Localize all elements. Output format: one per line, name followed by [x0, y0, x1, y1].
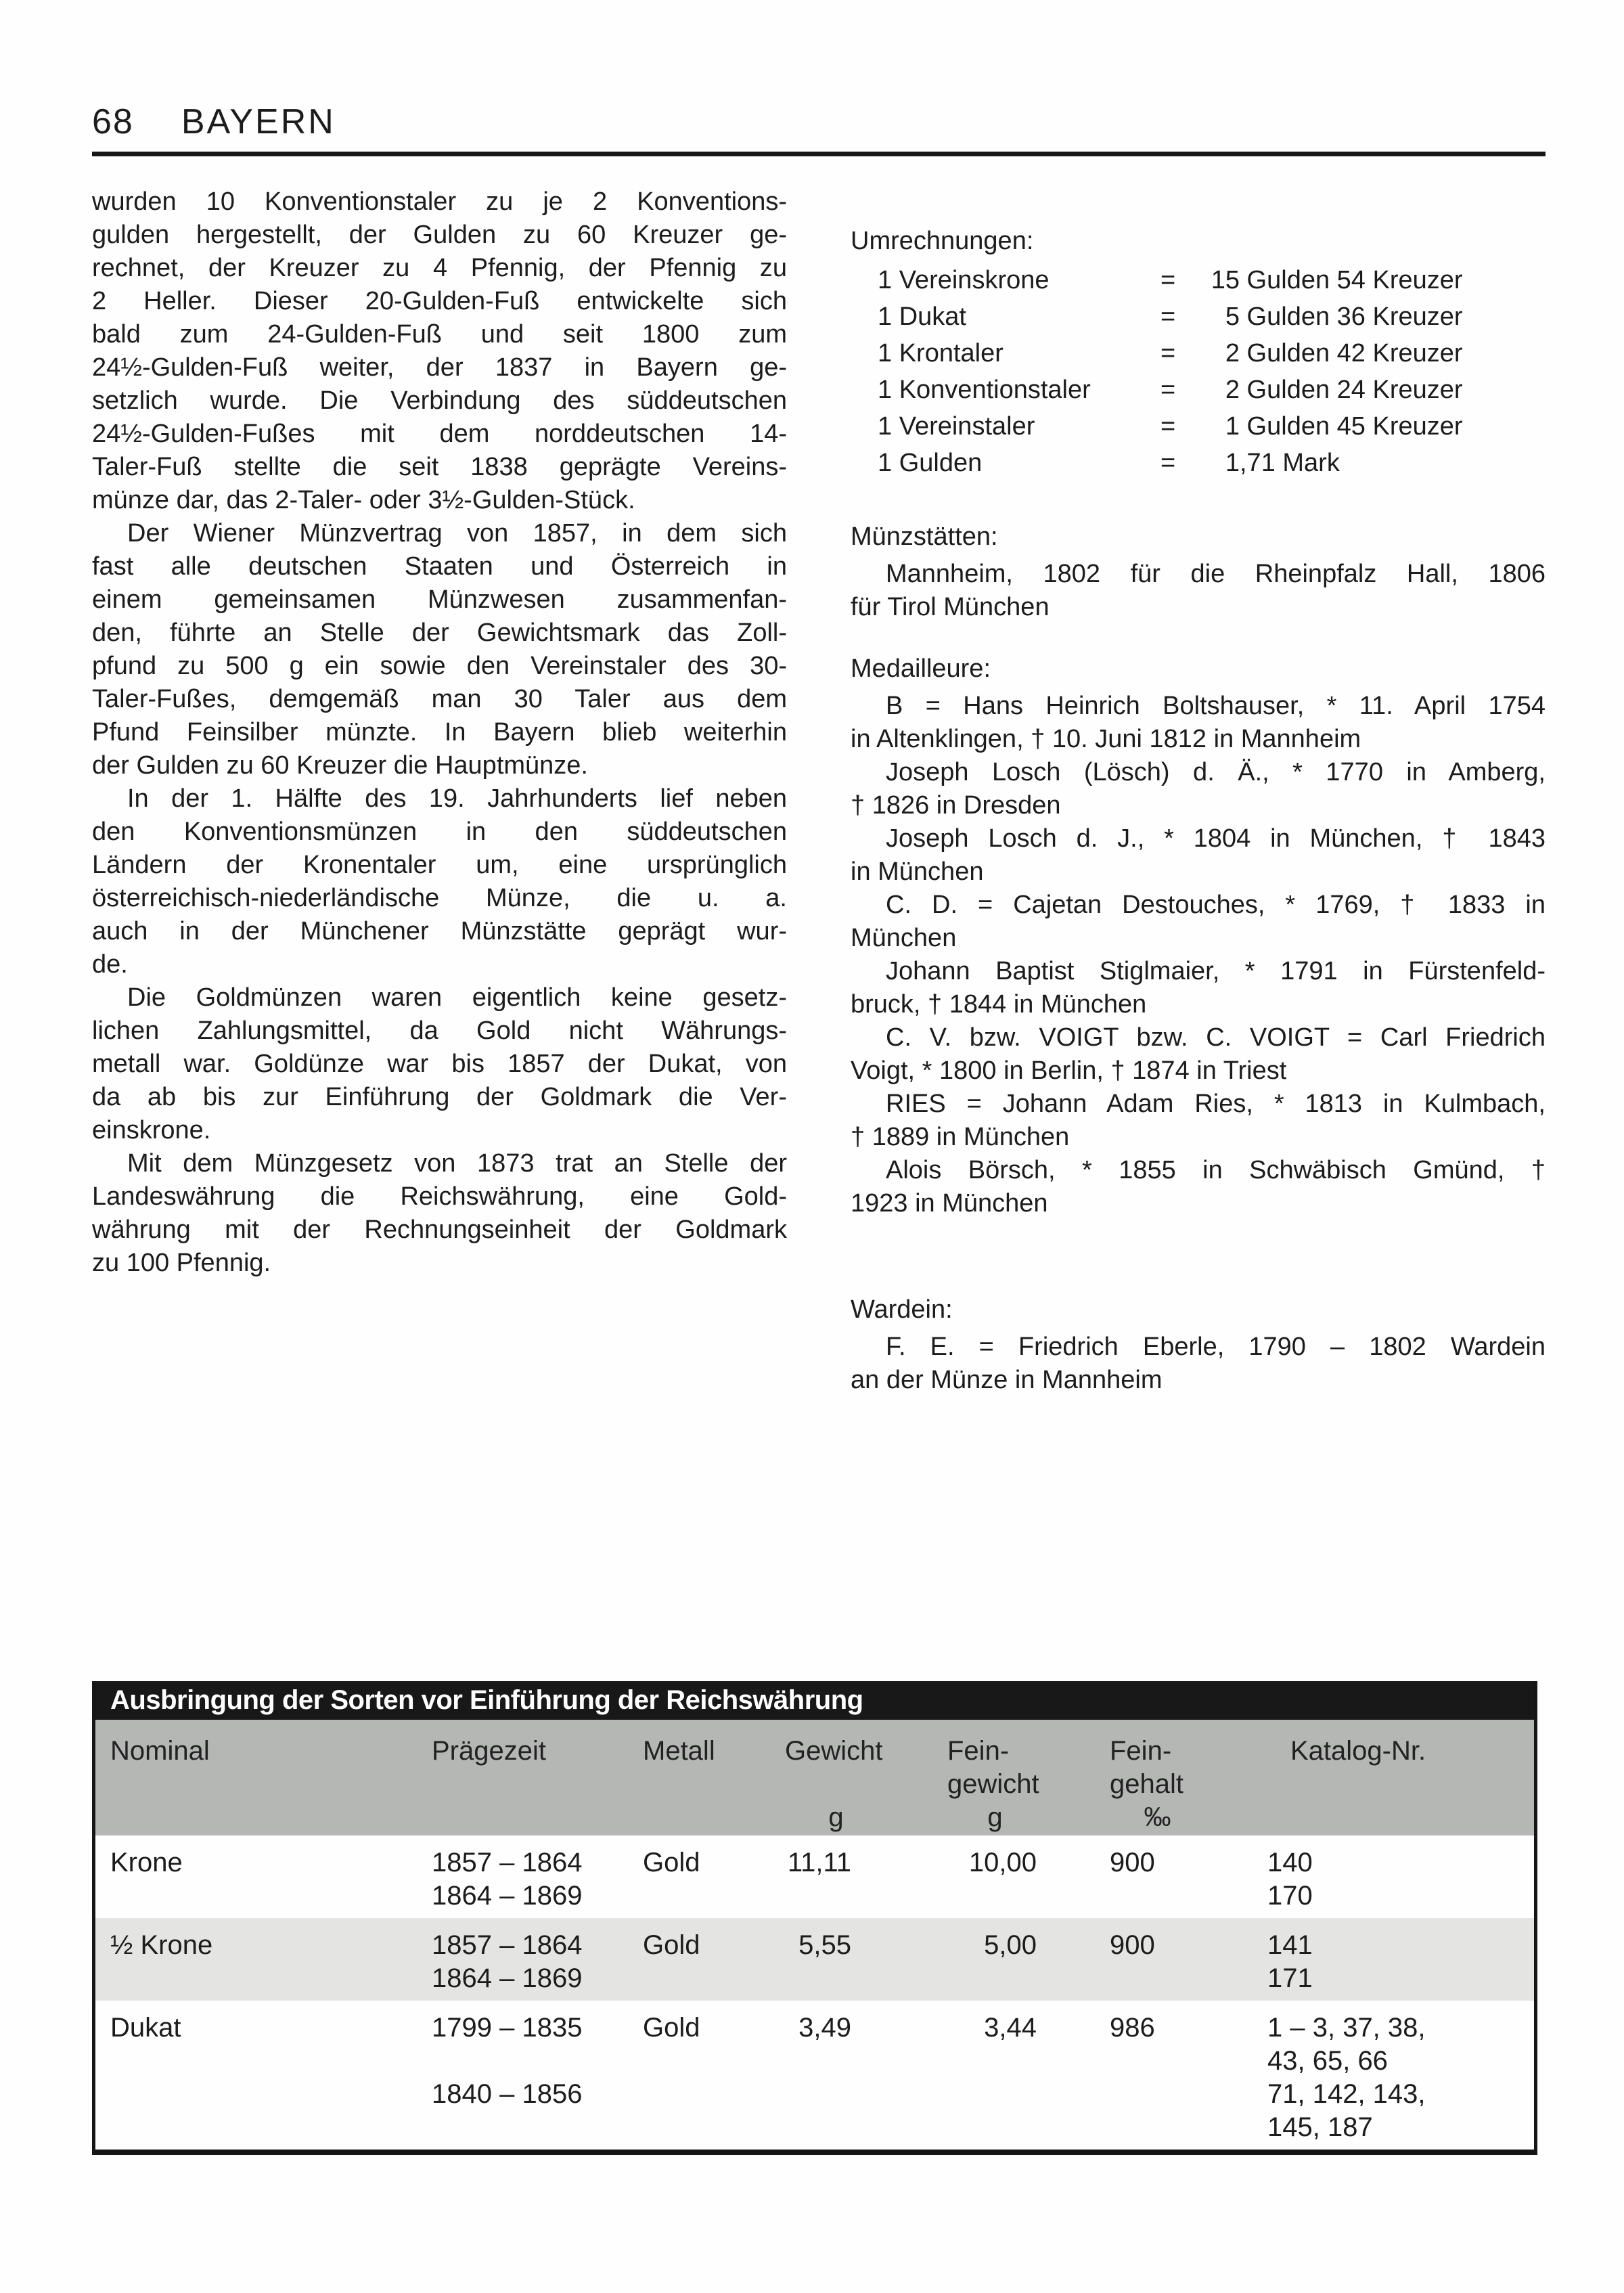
text-line: wurden 10 Konventionstaler zu je 2 Konventions-: [92, 187, 787, 216]
text-line: † 1826 in Dresden: [851, 791, 1061, 820]
table-cell-line: 141: [1267, 1930, 1313, 1960]
text-line: münze dar, das 2-Taler- oder 3½-Gulden-Stück.: [92, 486, 635, 514]
table-cell-line: 1 – 3, 37, 38,: [1267, 2013, 1426, 2043]
table-cell: [1043, 1846, 1205, 1913]
running-head: [92, 103, 1546, 156]
text-line: Alois Börsch, * 1855 in Schwäbisch Gmünd, †: [886, 1156, 1546, 1184]
text-line: Die Goldmünzen waren eigentlich keine gesetz-: [127, 983, 787, 1012]
table-cell: [623, 1929, 752, 1995]
text-line: Joseph Losch d. J., * 1804 in München, † 1843: [886, 824, 1546, 853]
table-cell-line: 43, 65, 66: [1267, 2046, 1388, 2076]
table-cell-line: gehalt: [1110, 1769, 1183, 1799]
table-cell-line: 900: [1110, 1848, 1155, 1877]
table-cell: [752, 2011, 887, 2144]
table-cell-line: Gold: [643, 1930, 700, 1960]
medalist-entry: [851, 1088, 1546, 1154]
table-cell: [623, 2011, 752, 2144]
text-line: in München: [851, 858, 984, 886]
text-line: B = Hans Heinrich Boltshauser, * 11. April 1754: [886, 692, 1546, 720]
conversion-rest: Gulden 24 Kreuzer: [1240, 376, 1463, 404]
conversion-amount: 1: [1225, 449, 1240, 477]
running-head-line: [92, 103, 1546, 141]
text-line: an der Münze in Mannheim: [851, 1366, 1163, 1394]
table-cell-line: 1864 – 1869: [432, 1881, 583, 1911]
conversion-rest: Gulden 36 Kreuzer: [1240, 303, 1463, 331]
table-cell: [887, 1846, 1043, 1913]
table-cell: [1043, 1929, 1205, 1995]
table-header-cell: [1205, 1735, 1527, 1834]
warden-text: [851, 1331, 1546, 1397]
conversion-label: 1 Gulden: [878, 449, 983, 477]
paragraph: [92, 782, 787, 981]
table-cell-line: 1840 – 1856: [432, 2079, 583, 2109]
table-cell-line: ½ Krone: [110, 1930, 213, 1960]
table-cell-line: 3,49: [798, 2013, 851, 2043]
text-line: zu 100 Pfennig.: [92, 1249, 271, 1277]
section-warden: [851, 1293, 1546, 1397]
warden-entry: [851, 1331, 1546, 1397]
table-header-cell: [95, 1735, 420, 1834]
text-line: C. D. = Cajetan Destouches, * 1769, † 1833 in: [886, 891, 1546, 919]
conversion-eq: =: [1160, 303, 1176, 331]
text-line: setzlich wurde. Die Verbindung des süddeutschen: [92, 386, 787, 415]
text-line: F. E. = Friedrich Eberle, 1790 – 1802 Wardein: [886, 1333, 1546, 1361]
conversion-amount: 2: [1225, 376, 1240, 404]
text-line: Mit dem Münzgesetz von 1873 trat an Stelle der: [127, 1149, 787, 1178]
medalist-entry: [851, 1154, 1546, 1220]
table-header-cell: [887, 1735, 1043, 1834]
table-cell-line: 11,11: [787, 1848, 851, 1877]
text-line: währung mit der Rechnungseinheit der Goldmark: [92, 1216, 787, 1244]
table-cell-line: Gold: [643, 1848, 700, 1877]
page-number: 68: [92, 102, 134, 141]
table-cell-line: [420, 2045, 623, 2078]
table-cell-line: 5,00: [984, 1930, 1037, 1960]
table-row: [95, 1918, 1534, 2001]
conversion-eq: =: [1160, 412, 1176, 441]
table-row: [95, 2001, 1534, 2150]
table-cell-line: Krone: [110, 1848, 183, 1877]
table-row: [95, 1835, 1534, 1918]
text-line: für Tirol München: [851, 593, 1050, 621]
medalists-text: [851, 690, 1546, 1220]
text-line: Landeswährung die Reichswährung, eine Gold-: [92, 1182, 787, 1211]
text-line: 2 Heller. Dieser 20-Gulden-Fuß entwickelte sich: [92, 287, 787, 315]
table-cell: [1205, 1846, 1527, 1913]
table-header-cell: [1043, 1735, 1205, 1834]
table-cell-line: Gewicht: [785, 1736, 883, 1766]
conversion-eq: =: [1160, 266, 1176, 294]
warden-heading: Wardein:: [851, 1295, 953, 1324]
table-cell: [752, 1846, 887, 1913]
text-line: C. V. bzw. VOIGT bzw. C. VOIGT = Carl Friedrich: [886, 1023, 1546, 1052]
page-section-title: BAYERN: [181, 102, 336, 141]
table-cell: [1043, 2011, 1205, 2144]
mint-entry: [851, 558, 1546, 624]
conversion-eq: =: [1160, 449, 1176, 477]
table-cell-line: 145, 187: [1267, 2112, 1373, 2142]
conversion-row: [851, 372, 1546, 408]
text-line: Taler-Fuß stellte die seit 1838 geprägte Vereins-: [92, 453, 787, 481]
table-cell-line: Nominal: [110, 1736, 210, 1766]
section-conversions: [851, 225, 1546, 481]
header-rule: [92, 152, 1546, 156]
section-medalists: [851, 652, 1546, 1220]
text-line: 1923 in München: [851, 1189, 1048, 1218]
table-header-row: [95, 1720, 1534, 1835]
table-cell-line: 71, 142, 143,: [1267, 2079, 1426, 2109]
table-title: Ausbringung der Sorten vor Einführung der Reichswährung: [95, 1681, 1534, 1720]
table-cell: [1205, 2011, 1527, 2144]
mints-heading: Münzstätten:: [851, 522, 998, 551]
text-line: der Gulden zu 60 Kreuzer die Hauptmünze.: [92, 751, 588, 780]
text-line: Pfund Feinsilber münzte. In Bayern blieb weiterhin: [92, 718, 787, 747]
text-line: da ab bis zur Einführung der Goldmark die Ver-: [92, 1083, 787, 1111]
text-line: auch in der Münchener Münzstätte geprägt wur-: [92, 917, 787, 945]
table-header-cell: [752, 1735, 887, 1834]
conversions-list: [851, 262, 1546, 481]
paragraph: [92, 1147, 787, 1280]
conversion-label: 1 Vereinskrone: [878, 266, 1050, 294]
table-cell: [95, 2011, 420, 2144]
conversion-amount: 5: [1225, 303, 1240, 331]
left-column: [92, 185, 787, 1397]
table-cell-line: 171: [1267, 1963, 1313, 1993]
table-cell-line: g: [828, 1802, 844, 1832]
table-cell-line: Metall: [643, 1736, 715, 1766]
text-line: österreichisch-niederländische Münze, die u. a.: [92, 884, 787, 912]
text-line: rechnet, der Kreuzer zu 4 Pfennig, der Pfennig zu: [92, 254, 787, 282]
table-cell: [1205, 1929, 1527, 1995]
table-cell-line: 10,00: [968, 1848, 1037, 1877]
mints-text: [851, 558, 1546, 624]
text-line: den, führte an Stelle der Gewichtsmark das Zoll-: [92, 619, 787, 647]
text-line: RIES = Johann Adam Ries, * 1813 in Kulmbach,: [886, 1090, 1546, 1118]
table-cell: [420, 2011, 623, 2144]
medalist-entry: [851, 1021, 1546, 1088]
text-line: in Altenklingen, † 10. Juni 1812 in Mannheim: [851, 725, 1361, 753]
table-cell-line: 140: [1267, 1848, 1313, 1877]
conversion-amount: 2: [1225, 339, 1240, 368]
conversion-row: [851, 335, 1546, 372]
text-line: 24½-Gulden-Fuß weiter, der 1837 in Bayern ge-: [92, 353, 787, 382]
table-cell-line: Dukat: [110, 2013, 181, 2043]
table-cell: [887, 2011, 1043, 2144]
medalist-entry: [851, 889, 1546, 955]
conversion-eq: =: [1160, 376, 1176, 404]
table-cell-line: 1857 – 1864: [432, 1930, 583, 1960]
section-mints: [851, 520, 1546, 624]
text-line: de.: [92, 950, 128, 979]
text-line: Mannheim, 1802 für die Rheinpfalz Hall, 1806: [886, 560, 1546, 588]
denominations-table: [92, 1681, 1537, 2155]
text-line: Ländern der Kronentaler um, eine ursprünglich: [92, 851, 787, 879]
text-columns: [92, 185, 1546, 1397]
conversion-rest: Gulden 42 Kreuzer: [1240, 339, 1463, 368]
table-cell-line: 1857 – 1864: [432, 1848, 583, 1877]
table-cell: [623, 1846, 752, 1913]
conversion-row: [851, 298, 1546, 335]
conversion-row: [851, 408, 1546, 445]
text-line: metall war. Goldünze war bis 1857 der Dukat, von: [92, 1050, 787, 1078]
text-line: lichen Zahlungsmittel, da Gold nicht Währungs-: [92, 1017, 787, 1045]
conversion-amount: 15: [1211, 266, 1240, 294]
medalist-entry: [851, 690, 1546, 756]
conversion-rest: Gulden 54 Kreuzer: [1240, 266, 1463, 294]
table-cell-line: [752, 1768, 887, 1801]
table-cell: [420, 1846, 623, 1913]
table-body: [95, 1835, 1534, 2150]
medalists-heading: Medailleure:: [851, 654, 991, 683]
text-line: bald zum 24-Gulden-Fuß und seit 1800 zum: [92, 320, 787, 349]
table-cell-line: 1864 – 1869: [432, 1963, 583, 1993]
table-cell: [752, 1929, 887, 1995]
table-cell-line: 900: [1110, 1930, 1155, 1960]
text-line: 24½-Gulden-Fußes mit dem norddeutschen 14-: [92, 420, 787, 448]
table-cell-line: Gold: [643, 2013, 700, 2043]
right-column: [851, 185, 1546, 1397]
table-cell-line: ‰: [1144, 1802, 1171, 1832]
conversion-label: 1 Dukat: [878, 303, 966, 331]
table-cell: [95, 1846, 420, 1913]
conversion-label: 1 Krontaler: [878, 339, 1003, 368]
text-line: Joseph Losch (Lösch) d. Ä., * 1770 in Amberg,: [886, 758, 1546, 786]
text-line: In der 1. Hälfte des 19. Jahrhunderts lief neben: [127, 784, 787, 813]
text-line: Johann Baptist Stiglmaier, * 1791 in Fürstenfeld-: [886, 957, 1546, 985]
table-header-cell: [420, 1735, 623, 1834]
text-line: Der Wiener Münzvertrag von 1857, in dem sich: [127, 519, 787, 548]
table-cell-line: 5,55: [798, 1930, 851, 1960]
text-line: den Konventionsmünzen in den süddeutschen: [92, 818, 787, 846]
text-line: einem gemeinsamen Münzwesen zusammenfan-: [92, 585, 787, 614]
conversions-heading: Umrechnungen:: [851, 227, 1034, 255]
table-cell-line: Katalog-Nr.: [1290, 1736, 1426, 1766]
paragraph: [92, 981, 787, 1147]
table-cell: [95, 1929, 420, 1995]
paragraph: [92, 185, 787, 517]
table-header-cell: [623, 1735, 752, 1834]
table-cell-line: 170: [1267, 1881, 1313, 1911]
table-cell-line: 3,44: [984, 2013, 1037, 2043]
conversion-label: 1 Konventionstaler: [878, 376, 1091, 404]
conversion-rest: Gulden 45 Kreuzer: [1240, 412, 1463, 441]
text-line: bruck, † 1844 in München: [851, 990, 1147, 1019]
table-cell-line: 1799 – 1835: [432, 2013, 583, 2043]
table-cell: [887, 1929, 1043, 1995]
text-line: gulden hergestellt, der Gulden zu 60 Kreuzer ge-: [92, 221, 787, 249]
conversion-row: [851, 445, 1546, 481]
paragraph: [92, 517, 787, 782]
conversion-rest: ,71 Mark: [1240, 449, 1340, 477]
text-line: München: [851, 924, 957, 952]
medalist-entry: [851, 822, 1546, 889]
text-line: pfund zu 500 g ein sowie den Vereinstaler des 30-: [92, 652, 787, 680]
text-line: Taler-Fußes, demgemäß man 30 Taler aus dem: [92, 685, 787, 713]
text-line: † 1889 in München: [851, 1123, 1070, 1151]
text-line: einskrone.: [92, 1116, 211, 1144]
table-cell-line: Fein-: [1110, 1736, 1172, 1766]
table-cell-line: g: [987, 1802, 1003, 1832]
table-cell-line: Prägezeit: [432, 1736, 546, 1766]
conversion-amount: 1: [1225, 412, 1240, 441]
medalist-entry: [851, 756, 1546, 822]
medalist-entry: [851, 955, 1546, 1021]
table-cell: [420, 1929, 623, 1995]
table-cell-line: 986: [1110, 2013, 1155, 2043]
table-cell-line: Fein-: [947, 1736, 1010, 1766]
text-line: Voigt, * 1800 in Berlin, † 1874 in Triest: [851, 1056, 1287, 1085]
conversion-row: [851, 262, 1546, 298]
text-line: fast alle deutschen Staaten und Österreich in: [92, 552, 787, 581]
table-cell-line: gewicht: [947, 1769, 1039, 1799]
conversion-eq: =: [1160, 339, 1176, 368]
conversion-label: 1 Vereinstaler: [878, 412, 1035, 441]
